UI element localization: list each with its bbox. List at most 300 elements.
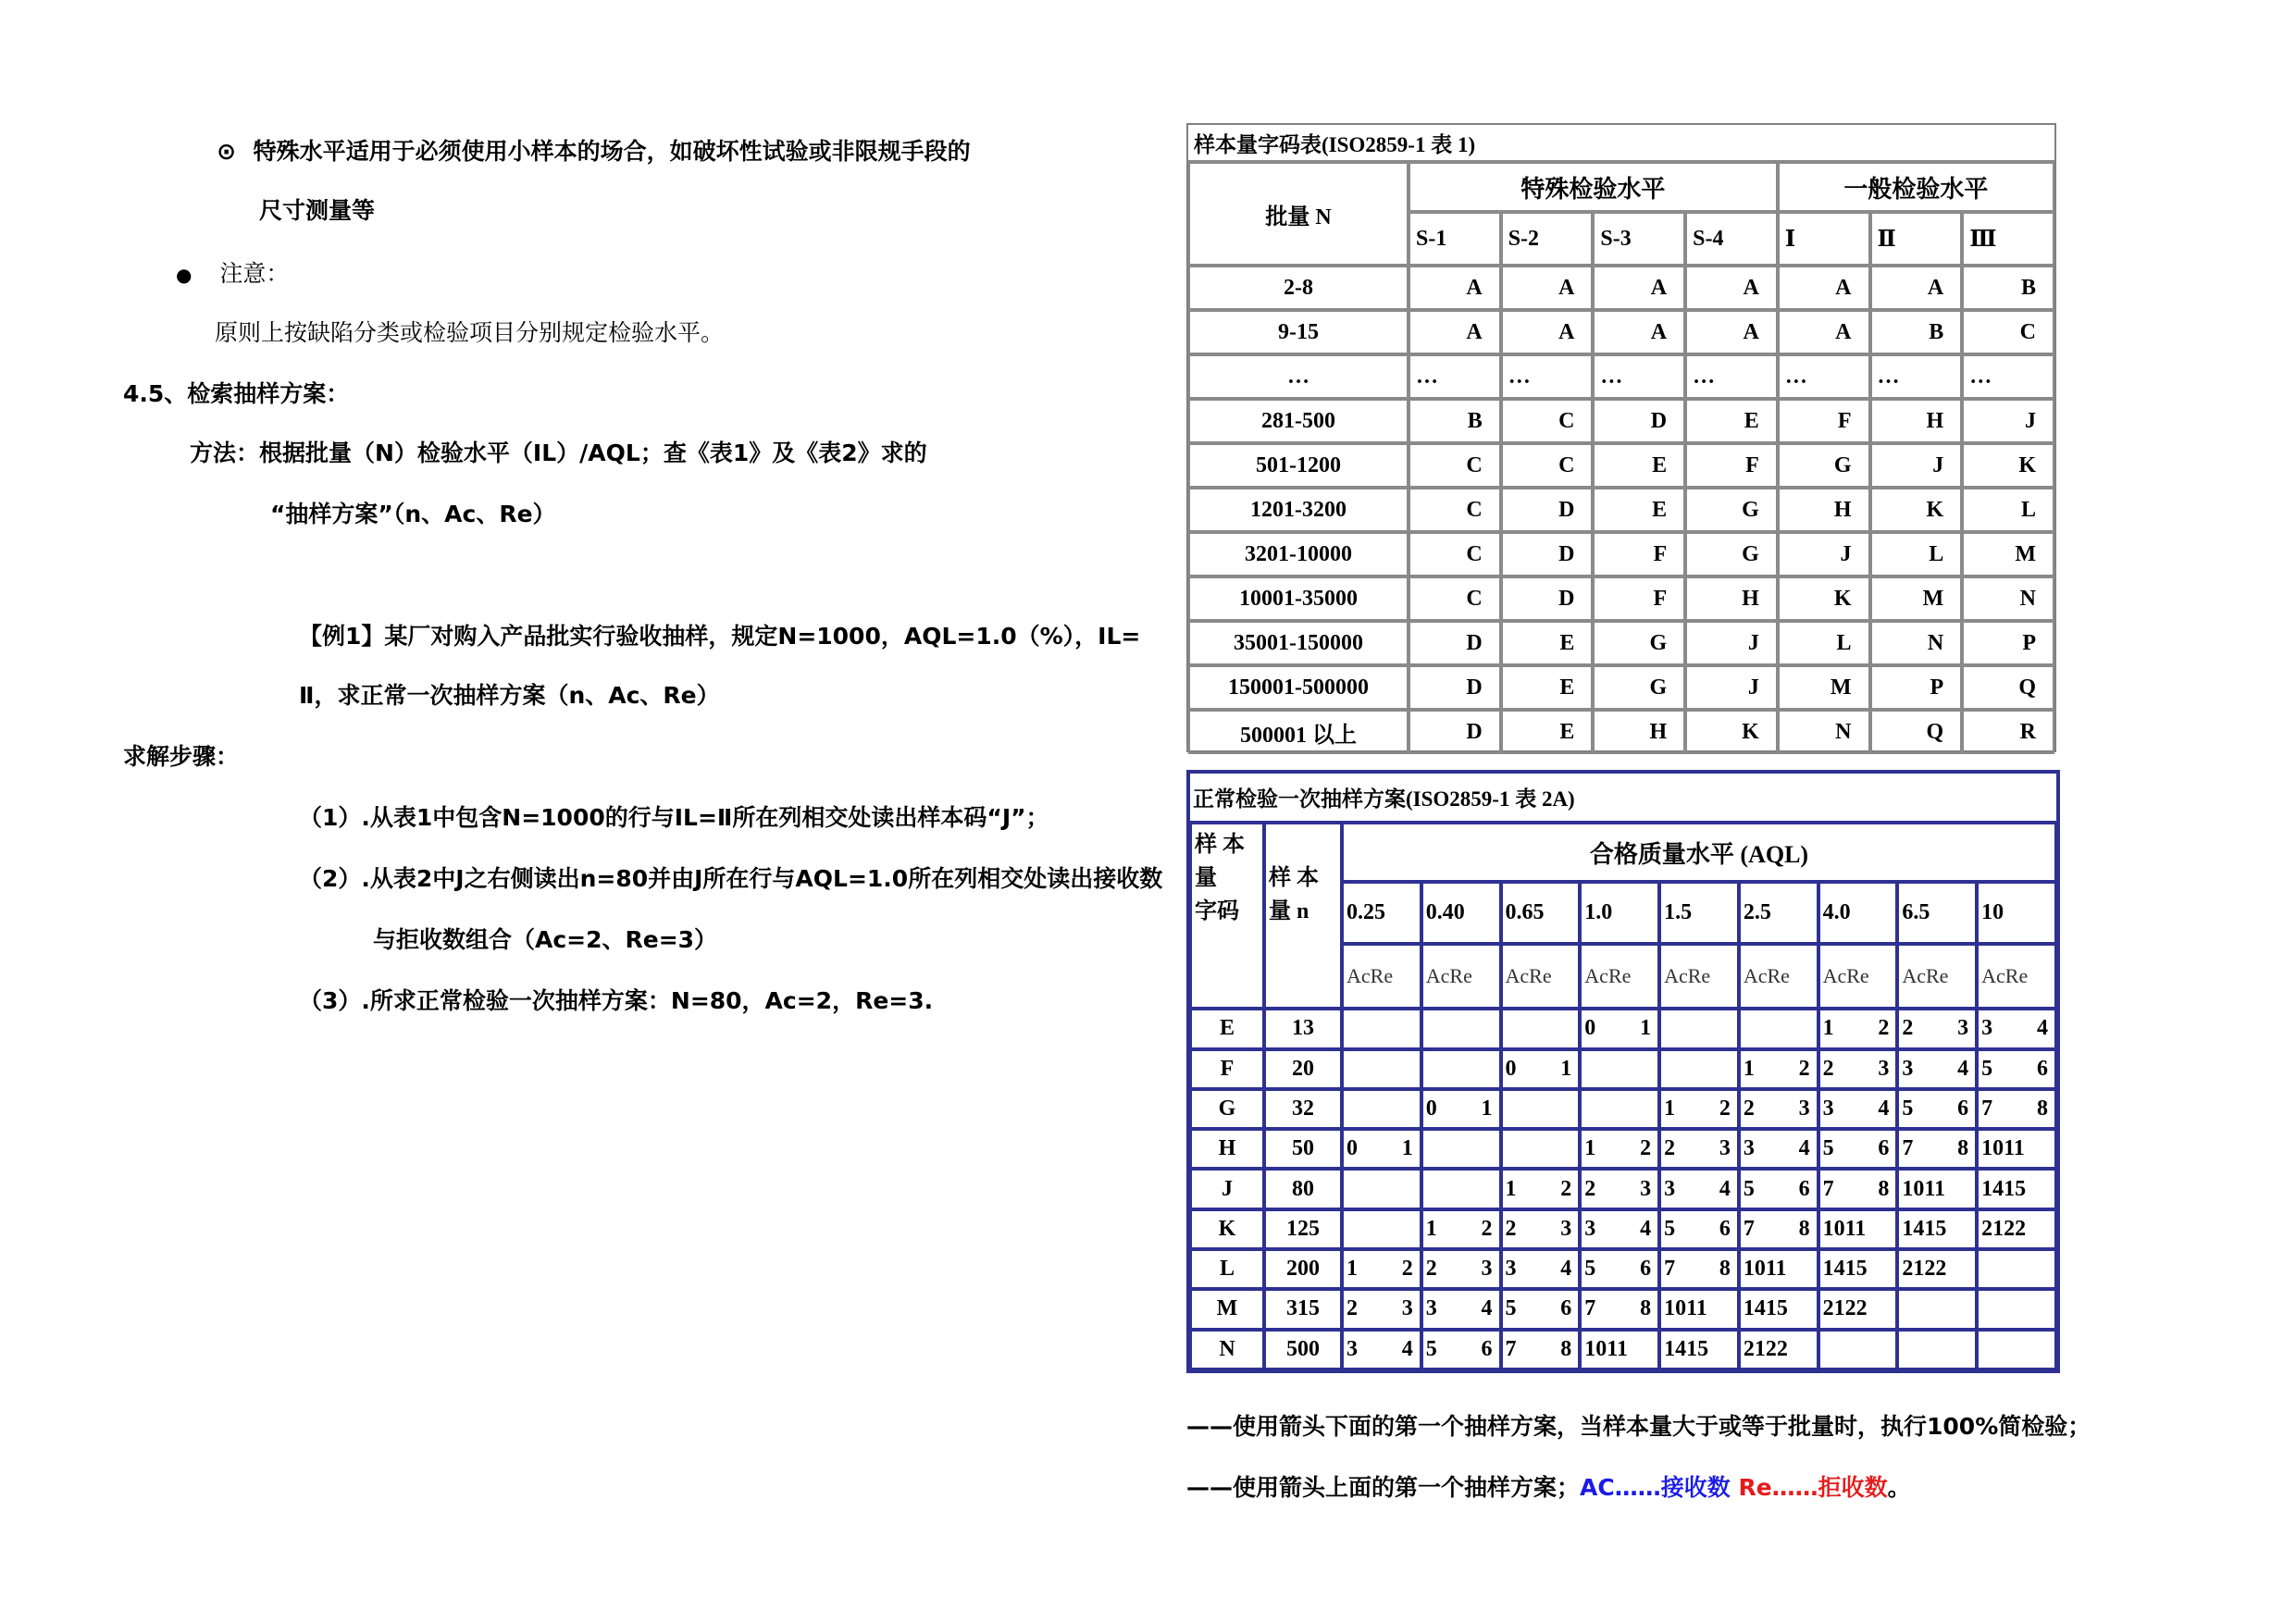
ac-re-pair	[1664, 1177, 1734, 1202]
ac-re-number: 3	[1664, 1176, 1676, 1201]
ac-re-pair	[1744, 1136, 1814, 1161]
ac-re-cell: 1011	[1897, 1169, 1977, 1208]
sample-code-cell: B	[1962, 266, 2054, 310]
table2-row	[1190, 1330, 2056, 1369]
ac-re-number: 2	[1902, 1016, 1914, 1041]
table2-row	[1190, 1129, 2056, 1169]
ac-re-number: 8	[2037, 1096, 2048, 1121]
sample-code-cell: …	[1778, 354, 1870, 399]
sample-code-cell: H	[1870, 399, 1963, 443]
table2-row	[1190, 1169, 2056, 1208]
sample-size-header	[1264, 823, 1342, 1009]
table1-row	[1188, 399, 2054, 443]
code-letter-header	[1190, 823, 1264, 1009]
ac-re-number: 3	[1822, 1096, 1834, 1121]
table1-row	[1188, 665, 2054, 710]
sample-code-cell: M	[1778, 665, 1870, 710]
lot-size-cell: …	[1188, 354, 1409, 399]
sample-code-cell: …	[1501, 354, 1594, 399]
level-header: Ⅱ	[1870, 212, 1963, 266]
sample-code-cell: P	[1870, 665, 1963, 710]
sample-code-cell: G	[1593, 621, 1685, 665]
ac-re-cell	[1739, 1169, 1818, 1208]
arrow-blank-cell	[1342, 1009, 1421, 1048]
table1-row	[1188, 488, 2054, 532]
ac-re-cell	[1818, 1049, 1898, 1089]
sample-code-cell: A	[1685, 310, 1778, 354]
ac-re-pair	[1664, 1217, 1734, 1242]
ac-re-number: 3	[1560, 1216, 1572, 1241]
ac-re-number: 0	[1505, 1056, 1517, 1081]
aql-value-header: 1.5	[1659, 882, 1739, 944]
ac-re-pair	[1584, 1016, 1655, 1041]
ac-re-number: 4	[1957, 1056, 1969, 1081]
bullet-dot-icon: ●	[176, 264, 192, 286]
sample-code-cell: F	[1593, 532, 1685, 576]
ac-re-number: 3	[1878, 1056, 1890, 1081]
table2-caption: 正常检验一次抽样方案(ISO2859-1 表 2A)	[1190, 774, 2056, 823]
ac-re-number: 5	[1822, 1136, 1834, 1161]
ac-re-cell	[1342, 1289, 1421, 1329]
ac-re-number: 2	[1560, 1176, 1572, 1201]
step-1: （1）.从表1中包含N=1000的行与IL=Ⅱ所在列相交处读出样本码“J”；	[299, 804, 1049, 831]
ac-re-number: 7	[1584, 1296, 1596, 1321]
ac-re-cell	[1739, 1129, 1818, 1169]
ac-re-cell	[1659, 1129, 1739, 1169]
sample-code-cell: G	[1685, 532, 1778, 576]
ac-re-cell	[1659, 1249, 1739, 1289]
ac-re-cell: 1011	[1580, 1330, 1659, 1369]
example-line1: 【例1】某厂对购入产品批实行验收抽样，规定N=1000，AQL=1.0（%），IL=	[299, 623, 1141, 650]
ac-re-number: 8	[1798, 1216, 1810, 1241]
note-line1: ——使用箭头下面的第一个抽样方案，当样本量大于或等于批量时，执行100%简检验；	[1186, 1413, 2091, 1440]
table1-row	[1188, 576, 2054, 621]
sample-code-cell: D	[1501, 576, 1594, 621]
table1-caption: 样本量字码表(ISO2859-1 表 1)	[1188, 125, 2054, 162]
ac-re-pair	[1426, 1096, 1496, 1121]
ac-re-pair	[1506, 1257, 1576, 1282]
sample-code-cell: E	[1685, 399, 1778, 443]
lot-size-cell: 35001-150000	[1188, 621, 1409, 665]
sample-size-cell: 50	[1264, 1129, 1342, 1169]
ac-re-number: 3	[1505, 1257, 1517, 1282]
ac-re-number: 2	[1640, 1136, 1652, 1161]
ac-re-number: 7	[1822, 1176, 1834, 1201]
table2-row	[1190, 1089, 2056, 1129]
lot-size-cell: 281-500	[1188, 399, 1409, 443]
sample-code-cell: F	[1593, 576, 1685, 621]
ac-re-number: 5	[1902, 1096, 1914, 1121]
sample-code-cell: L	[1778, 621, 1870, 665]
note-label: 注意：	[219, 260, 290, 287]
arrow-blank-cell	[1659, 1009, 1739, 1048]
ac-re-number: 1	[1401, 1136, 1413, 1161]
ac-re-cell	[1501, 1289, 1581, 1329]
ac-re-number: 0	[1425, 1096, 1437, 1121]
ac-re-number: 8	[1957, 1136, 1969, 1161]
sample-size-cell: 20	[1264, 1049, 1342, 1089]
ac-re-pair	[1902, 1096, 1972, 1121]
ac-re-number: 8	[1560, 1336, 1572, 1361]
ac-re-number: 6	[1957, 1096, 1969, 1121]
sample-code-cell: E	[1501, 621, 1594, 665]
arrow-blank-cell	[1977, 1330, 2056, 1369]
aql-value-header: 6.5	[1897, 882, 1977, 944]
ac-re-cell	[1818, 1009, 1898, 1048]
sample-code-cell: …	[1593, 354, 1685, 399]
ac-re-pair	[1664, 1096, 1734, 1121]
ac-re-number: 3	[1347, 1336, 1358, 1361]
ac-re-number: 5	[1743, 1176, 1755, 1201]
sample-code-cell: R	[1962, 710, 2054, 754]
ac-re-number: 7	[1505, 1336, 1517, 1361]
ac-re-cell: 1011	[1659, 1289, 1739, 1329]
sample-code-cell: F	[1685, 443, 1778, 488]
arrow-blank-cell	[1659, 1049, 1739, 1089]
sample-size-cell: 80	[1264, 1169, 1342, 1208]
ac-re-number: 3	[1719, 1136, 1731, 1161]
ac-re-number: 2	[1822, 1056, 1834, 1081]
ac-re-pair	[1823, 1096, 1893, 1121]
sample-code-cell: D	[1501, 532, 1594, 576]
acre-header: AcRe	[1659, 944, 1739, 1009]
sample-code-cell: H	[1778, 488, 1870, 532]
table1-row	[1188, 266, 2054, 310]
ac-re-cell	[1897, 1009, 1977, 1048]
acre-header: AcRe	[1977, 944, 2056, 1009]
ac-re-number: 6	[1798, 1176, 1810, 1201]
ac-re-number: 1	[1505, 1176, 1517, 1201]
sample-code-cell: B	[1409, 399, 1501, 443]
ac-re-cell	[1897, 1089, 1977, 1129]
ac-re-number: 2	[1719, 1096, 1731, 1121]
sample-code-cell: F	[1778, 399, 1870, 443]
sample-code-cell: E	[1593, 488, 1685, 532]
ac-re-number: 3	[1957, 1016, 1969, 1041]
acre-header: AcRe	[1818, 944, 1898, 1009]
sample-size-cell: 32	[1264, 1089, 1342, 1129]
ac-re-number: 4	[1798, 1136, 1810, 1161]
ac-re-number: 3	[1798, 1096, 1810, 1121]
aql-value-header: 10	[1977, 882, 2056, 944]
ac-re-number: 6	[1560, 1296, 1572, 1321]
ac-re-number: 2	[1798, 1056, 1810, 1081]
ac-re-cell: 2122	[1739, 1330, 1818, 1369]
aql-header: 合格质量水平 (AQL)	[1342, 823, 2056, 882]
ac-re-pair	[1584, 1136, 1655, 1161]
aql-value-header: 0.25	[1342, 882, 1421, 944]
sample-code-cell: D	[1501, 488, 1594, 532]
ac-re-pair	[1426, 1296, 1496, 1321]
ac-re-pair	[1664, 1136, 1734, 1161]
ac-re-cell	[1501, 1249, 1581, 1289]
ac-re-pair	[1426, 1257, 1496, 1282]
arrow-blank-cell	[1421, 1169, 1501, 1208]
ac-re-cell: 1415	[1739, 1289, 1818, 1329]
ac-re-number: 3	[1981, 1016, 1993, 1041]
ac-re-number: 1	[1822, 1016, 1834, 1041]
ac-re-number: 3	[1743, 1136, 1755, 1161]
arrow-blank-cell	[1739, 1009, 1818, 1048]
ac-re-cell	[1818, 1089, 1898, 1129]
arrow-blank-cell	[1977, 1289, 2056, 1329]
ac-re-pair	[1902, 1136, 1972, 1161]
sample-code-cell: C	[1409, 532, 1501, 576]
size-header-line1: 样 本	[1269, 866, 1319, 891]
table2-row	[1190, 1009, 2056, 1048]
sample-code-cell: A	[1778, 310, 1870, 354]
ac-re-number: 5	[1505, 1296, 1517, 1321]
bullet-note	[176, 259, 289, 290]
ac-re-cell	[1501, 1049, 1581, 1089]
ac-re-pair	[1664, 1257, 1734, 1282]
sample-code-cell: N	[1778, 710, 1870, 754]
ac-re-number: 2	[1743, 1096, 1755, 1121]
size-header-line2: 量 n	[1269, 899, 1309, 924]
code-letter-cell: K	[1190, 1209, 1264, 1249]
ac-re-cell	[1580, 1009, 1659, 1048]
sample-code-cell: C	[1409, 443, 1501, 488]
code-letter-cell: G	[1190, 1089, 1264, 1129]
special-level-header: 特殊检验水平	[1409, 162, 1778, 212]
arrow-blank-cell	[1342, 1209, 1421, 1249]
ac-re-cell: 1011	[1977, 1129, 2056, 1169]
code-letter-cell: L	[1190, 1249, 1264, 1289]
ac-re-cell	[1501, 1209, 1581, 1249]
code-letter-cell: F	[1190, 1049, 1264, 1089]
code-letter-cell: N	[1190, 1330, 1264, 1369]
ac-re-number: 7	[1902, 1136, 1914, 1161]
sample-code-cell: C	[1962, 310, 2054, 354]
ac-re-pair	[1744, 1217, 1814, 1242]
ac-re-number: 5	[1425, 1336, 1437, 1361]
acre-header: AcRe	[1580, 944, 1659, 1009]
code-letter-cell: M	[1190, 1289, 1264, 1329]
ac-re-number: 5	[1584, 1257, 1596, 1282]
ac-re-number: 6	[1481, 1336, 1493, 1361]
ac-re-number: 4	[1878, 1096, 1890, 1121]
code-header-line2: 量	[1195, 866, 1217, 891]
ac-re-number: 3	[1902, 1056, 1914, 1081]
arrow-blank-cell	[1580, 1049, 1659, 1089]
arrow-blank-cell	[1421, 1129, 1501, 1169]
ac-re-pair	[1823, 1177, 1893, 1202]
re-label: Re……拒收数	[1738, 1474, 1888, 1501]
ac-re-number: 4	[2037, 1016, 2048, 1041]
lot-size-cell: 1201-3200	[1188, 488, 1409, 532]
sample-code-cell: J	[1685, 665, 1778, 710]
arrow-blank-cell	[1897, 1289, 1977, 1329]
ac-re-cell	[1977, 1009, 2056, 1048]
sample-code-cell: …	[1962, 354, 2054, 399]
ac-re-number: 2	[1505, 1216, 1517, 1241]
sample-code-cell: D	[1409, 710, 1501, 754]
lot-size-cell: 2-8	[1188, 266, 1409, 310]
aql-value-header: 0.40	[1421, 882, 1501, 944]
ac-re-number: 4	[1481, 1296, 1493, 1321]
code-letter-cell: H	[1190, 1129, 1264, 1169]
lot-size-cell: 501-1200	[1188, 443, 1409, 488]
sample-code-cell: Q	[1870, 710, 1963, 754]
ac-re-number: 7	[1743, 1216, 1755, 1241]
acre-header: AcRe	[1342, 944, 1421, 1009]
sample-size-cell: 125	[1264, 1209, 1342, 1249]
ac-re-number: 7	[1664, 1257, 1676, 1282]
ac-re-number: 3	[1584, 1216, 1596, 1241]
arrow-blank-cell	[1421, 1009, 1501, 1048]
ac-re-cell	[1659, 1169, 1739, 1208]
ac-re-pair	[1981, 1057, 2052, 1082]
note-line2-suffix: 。	[1887, 1474, 1911, 1501]
ac-re-cell: 1415	[1818, 1249, 1898, 1289]
lot-size-cell: 150001-500000	[1188, 665, 1409, 710]
ac-re-cell: 1415	[1977, 1169, 2056, 1208]
acre-header: AcRe	[1897, 944, 1977, 1009]
sample-code-cell: P	[1962, 621, 2054, 665]
table1-row	[1188, 621, 2054, 665]
ac-re-cell	[1897, 1049, 1977, 1089]
sample-size-cell: 200	[1264, 1249, 1342, 1289]
lot-size-header: 批量 N	[1188, 162, 1409, 266]
ac-re-cell	[1501, 1169, 1581, 1208]
ac-re-cell	[1739, 1209, 1818, 1249]
step-2-line2: 与拒收数组合（Ac=2、Re=3）	[373, 926, 718, 953]
ac-re-pair	[1506, 1296, 1576, 1321]
ac-re-number: 4	[1640, 1216, 1652, 1241]
ac-re-pair	[1347, 1136, 1417, 1161]
circle-dot-icon: ⊙	[217, 138, 236, 165]
ac-re-number: 4	[1560, 1257, 1572, 1282]
sample-code-cell: A	[1501, 266, 1594, 310]
ac-re-number: 8	[1878, 1176, 1890, 1201]
method-line1: 方法：根据批量（N）检验水平（IL）/AQL；查《表1》及《表2》求的	[190, 440, 927, 466]
ac-re-pair	[1506, 1177, 1576, 1202]
ac-re-cell	[1818, 1129, 1898, 1169]
ac-re-number: 4	[1719, 1176, 1731, 1201]
code-header-line3: 字码	[1195, 899, 1239, 924]
note-line2-prefix: ——使用箭头上面的第一个抽样方案；	[1186, 1474, 1581, 1501]
ac-re-number: 3	[1640, 1176, 1652, 1201]
arrow-blank-cell	[1501, 1009, 1581, 1048]
ac-re-pair	[1584, 1296, 1655, 1321]
sample-code-cell: N	[1962, 576, 2054, 621]
sample-code-cell: …	[1409, 354, 1501, 399]
ac-re-pair	[1744, 1177, 1814, 1202]
arrow-blank-cell	[1818, 1330, 1898, 1369]
ac-re-pair	[1426, 1217, 1496, 1242]
sample-code-cell: A	[1778, 266, 1870, 310]
general-level-header: 一般检验水平	[1778, 162, 2054, 212]
sample-code-cell: G	[1593, 665, 1685, 710]
sample-code-cell: J	[1962, 399, 2054, 443]
ac-re-pair	[1506, 1217, 1576, 1242]
sample-code-cell: H	[1685, 576, 1778, 621]
arrow-blank-cell	[1342, 1049, 1421, 1089]
ac-re-pair	[1823, 1057, 1893, 1082]
ac-re-cell	[1739, 1089, 1818, 1129]
ac-re-cell	[1421, 1330, 1501, 1369]
sample-code-cell: K	[1962, 443, 2054, 488]
ac-re-number: 2	[1481, 1216, 1493, 1241]
ac-re-number: 2	[1425, 1257, 1437, 1282]
level-header: S-4	[1685, 212, 1778, 266]
ac-re-number: 6	[1719, 1216, 1731, 1241]
sample-code-cell: A	[1409, 266, 1501, 310]
ac-re-number: 1	[1664, 1096, 1676, 1121]
ac-re-cell	[1342, 1129, 1421, 1169]
ac-re-pair	[1744, 1096, 1814, 1121]
ac-re-cell: 1011	[1739, 1249, 1818, 1289]
bullet-text-line1: 特殊水平适用于必须使用小样本的场合，如破坏性试验或非限规手段的	[253, 138, 971, 165]
ac-re-cell	[1342, 1330, 1421, 1369]
ac-re-cell: 1415	[1897, 1209, 1977, 1249]
table1-row	[1188, 532, 2054, 576]
level-header: Ⅰ	[1778, 212, 1870, 266]
acre-header: AcRe	[1421, 944, 1501, 1009]
ac-re-pair	[1902, 1016, 1972, 1041]
sample-code-cell: J	[1685, 621, 1778, 665]
ac-re-number: 2	[1401, 1257, 1413, 1282]
ac-re-pair	[1744, 1057, 1814, 1082]
table2-row	[1190, 1049, 2056, 1089]
steps-title: 求解步骤：	[123, 743, 240, 770]
ac-re-cell	[1501, 1330, 1581, 1369]
ac-re-number: 6	[2037, 1056, 2048, 1081]
ac-re-pair	[1823, 1016, 1893, 1041]
ac-re-number: 1	[1481, 1096, 1493, 1121]
ac-re-cell	[1421, 1209, 1501, 1249]
ac-re-number: 1	[1584, 1136, 1596, 1161]
level-header: S-2	[1501, 212, 1594, 266]
method-line2: “抽样方案”（n、Ac、Re）	[270, 501, 556, 527]
ac-re-number: 2	[1664, 1136, 1676, 1161]
ac-re-pair	[1347, 1296, 1417, 1321]
sample-code-cell: M	[1870, 576, 1963, 621]
sample-code-table	[1186, 123, 2056, 752]
note-line2	[1186, 1473, 1911, 1503]
sample-code-cell: E	[1501, 710, 1594, 754]
ac-re-cell	[1897, 1129, 1977, 1169]
sample-code-cell: K	[1870, 488, 1963, 532]
sample-code-cell: C	[1409, 488, 1501, 532]
sample-code-cell: K	[1685, 710, 1778, 754]
ac-re-number: 3	[1481, 1257, 1493, 1282]
ac-re-number: 7	[1981, 1096, 1993, 1121]
lot-size-cell: 9-15	[1188, 310, 1409, 354]
sample-code-cell: J	[1778, 532, 1870, 576]
sample-code-cell: A	[1593, 266, 1685, 310]
arrow-blank-cell	[1342, 1089, 1421, 1129]
sample-code-cell: B	[1870, 310, 1963, 354]
ac-re-cell	[1580, 1209, 1659, 1249]
sample-code-cell: A	[1593, 310, 1685, 354]
sample-size-cell: 13	[1264, 1009, 1342, 1048]
aql-value-header: 2.5	[1739, 882, 1818, 944]
ac-re-cell	[1659, 1089, 1739, 1129]
table1-row	[1188, 443, 2054, 488]
table2-row	[1190, 1249, 2056, 1289]
ac-re-number: 3	[1401, 1296, 1413, 1321]
sample-code-cell: D	[1409, 665, 1501, 710]
ac-re-cell	[1739, 1049, 1818, 1089]
ac-re-pair	[1426, 1337, 1496, 1362]
sample-code-cell: H	[1593, 710, 1685, 754]
lot-size-cell: 3201-10000	[1188, 532, 1409, 576]
sample-code-cell: A	[1870, 266, 1963, 310]
ac-re-pair	[1981, 1096, 2052, 1121]
sample-code-cell: M	[1962, 532, 2054, 576]
ac-re-cell	[1421, 1089, 1501, 1129]
